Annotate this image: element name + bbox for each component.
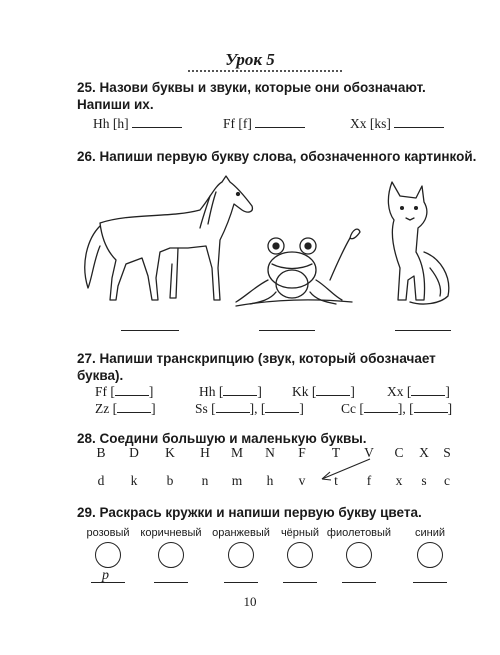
lowercase-letter-d[interactable]: d xyxy=(97,473,105,488)
color-circle[interactable] xyxy=(158,542,184,568)
bracket-separator: ], [ xyxy=(249,401,266,416)
title-underline xyxy=(188,70,342,72)
task25-text-line1: 25. Назови буквы и звуки, которые они обозначают. xyxy=(77,80,426,95)
uppercase-letter-H[interactable]: H xyxy=(200,445,210,460)
color-answer-line[interactable] xyxy=(224,582,258,583)
transcription-box[interactable] xyxy=(117,401,151,413)
task25-label-hh: Hh [h] xyxy=(93,116,129,131)
bracket-close: ] xyxy=(299,401,304,416)
lesson-title: Урок 5 xyxy=(225,50,275,69)
uppercase-letter-M[interactable]: M xyxy=(230,445,243,460)
lowercase-letter-t[interactable]: t xyxy=(334,473,338,488)
uppercase-letter-X[interactable]: X xyxy=(419,445,429,460)
fox-picture xyxy=(388,182,448,304)
transcription-box[interactable] xyxy=(414,401,448,413)
task25-item-ff xyxy=(223,115,305,132)
transcription-label: Hh [ xyxy=(199,384,224,399)
bracket-close: ] xyxy=(257,384,262,399)
task25-label-xx: Xx [ks] xyxy=(350,116,391,131)
transcription-box[interactable] xyxy=(364,401,398,413)
color-label: розовый xyxy=(86,527,130,539)
transcription-label: Zz [ xyxy=(95,401,118,416)
task27-text-line1: 27. Напиши транскрипцию (звук, который обозначает xyxy=(77,351,436,366)
answer-blank[interactable] xyxy=(255,115,305,128)
color-answer-line[interactable] xyxy=(342,582,376,583)
task27-text-line2: буква). xyxy=(77,368,124,383)
task26-pictures xyxy=(60,168,460,338)
bracket-close: ] xyxy=(148,384,154,399)
transcription-box[interactable] xyxy=(265,401,299,413)
lowercase-letter-x[interactable]: x xyxy=(395,473,403,488)
task27-row1-hh xyxy=(199,384,262,400)
transcription-box[interactable] xyxy=(216,401,250,413)
transcription-box[interactable] xyxy=(316,384,350,396)
bracket-close: ] xyxy=(151,401,156,416)
color-label: чёрный xyxy=(280,527,320,539)
bracket-close: ] xyxy=(350,384,355,399)
uppercase-letter-V[interactable]: V xyxy=(364,445,374,460)
color-label: коричневый xyxy=(140,527,202,539)
task26-text: 26. Напиши первую букву слова, обозначенного картинкой. xyxy=(77,149,477,164)
color-answer-line[interactable] xyxy=(154,582,188,583)
lowercase-letter-c[interactable]: c xyxy=(444,473,450,488)
task27-row2-zz xyxy=(95,401,156,417)
task28-text: 28. Соедини большую и маленькую буквы. xyxy=(77,431,367,446)
uppercase-letters-row xyxy=(0,445,500,463)
task27-row1-xx xyxy=(387,384,450,400)
color-circles-area xyxy=(0,520,500,590)
lowercase-letter-v[interactable]: v xyxy=(298,473,306,488)
transcription-label: Ff [ xyxy=(95,384,115,399)
lowercase-letter-m[interactable]: m xyxy=(231,473,243,488)
uppercase-letter-C[interactable]: C xyxy=(394,445,404,460)
color-circle[interactable] xyxy=(95,542,121,568)
answer-blank[interactable] xyxy=(132,115,182,128)
lowercase-letter-b[interactable]: b xyxy=(166,473,174,488)
horse-picture xyxy=(85,176,253,300)
transcription-box[interactable] xyxy=(411,384,445,396)
color-answer-line[interactable] xyxy=(283,582,317,583)
color-circle[interactable] xyxy=(287,542,313,568)
transcription-label: Cc [ xyxy=(341,401,364,416)
transcription-box[interactable] xyxy=(223,384,257,396)
uppercase-letter-N[interactable]: N xyxy=(265,445,275,460)
color-label: фиолетовый xyxy=(326,527,392,539)
lowercase-letter-f[interactable]: f xyxy=(366,473,372,488)
task27-row1-kk xyxy=(292,384,355,400)
uppercase-letter-D[interactable]: D xyxy=(129,445,139,460)
lowercase-letter-n[interactable]: n xyxy=(201,473,209,488)
task29-text: 29. Раскрась кружки и напиши первую букву цвета. xyxy=(77,505,422,520)
task27-row1-ff xyxy=(95,384,153,400)
task25-text-line2: Напиши их. xyxy=(77,97,154,112)
task25-label-ff: Ff [f] xyxy=(223,116,252,131)
color-circle[interactable] xyxy=(417,542,443,568)
uppercase-letter-T[interactable]: T xyxy=(331,445,341,460)
uppercase-letter-S[interactable]: S xyxy=(443,445,451,460)
bracket-close: ] xyxy=(445,384,450,399)
transcription-label: Kk [ xyxy=(292,384,317,399)
fox-answer-blank[interactable] xyxy=(395,318,451,331)
color-circle[interactable] xyxy=(346,542,372,568)
horse-answer-blank[interactable] xyxy=(121,318,179,331)
lowercase-letter-s[interactable]: s xyxy=(421,473,427,488)
frog-answer-blank[interactable] xyxy=(259,318,315,331)
task25-item-hh xyxy=(93,115,182,132)
color-label: оранжевый xyxy=(212,527,270,539)
answer-blank[interactable] xyxy=(394,115,444,128)
task25-item-xx xyxy=(350,115,444,132)
uppercase-letter-K[interactable]: K xyxy=(165,445,175,460)
transcription-box[interactable] xyxy=(115,384,149,396)
lowercase-letter-k[interactable]: k xyxy=(130,473,138,488)
lowercase-letters-row xyxy=(0,473,500,491)
bracket-close: ] xyxy=(447,401,453,416)
color-circle[interactable] xyxy=(228,542,254,568)
color-label: синий xyxy=(414,527,445,539)
page-number: 10 xyxy=(243,594,257,609)
bracket-separator: ], [ xyxy=(397,401,414,416)
frog-picture xyxy=(236,229,360,306)
lowercase-letter-h[interactable]: h xyxy=(266,473,274,488)
matching-arrow xyxy=(300,455,380,485)
example-answer-letter: p xyxy=(102,568,109,583)
uppercase-letter-F[interactable]: F xyxy=(298,445,306,460)
uppercase-letter-B[interactable]: B xyxy=(96,445,106,460)
transcription-label: Ss [ xyxy=(195,401,216,416)
task27-row2-ss xyxy=(195,401,304,417)
color-answer-line[interactable] xyxy=(413,582,447,583)
transcription-label: Xx [ xyxy=(387,384,412,399)
task27-row2-cc xyxy=(341,401,452,417)
